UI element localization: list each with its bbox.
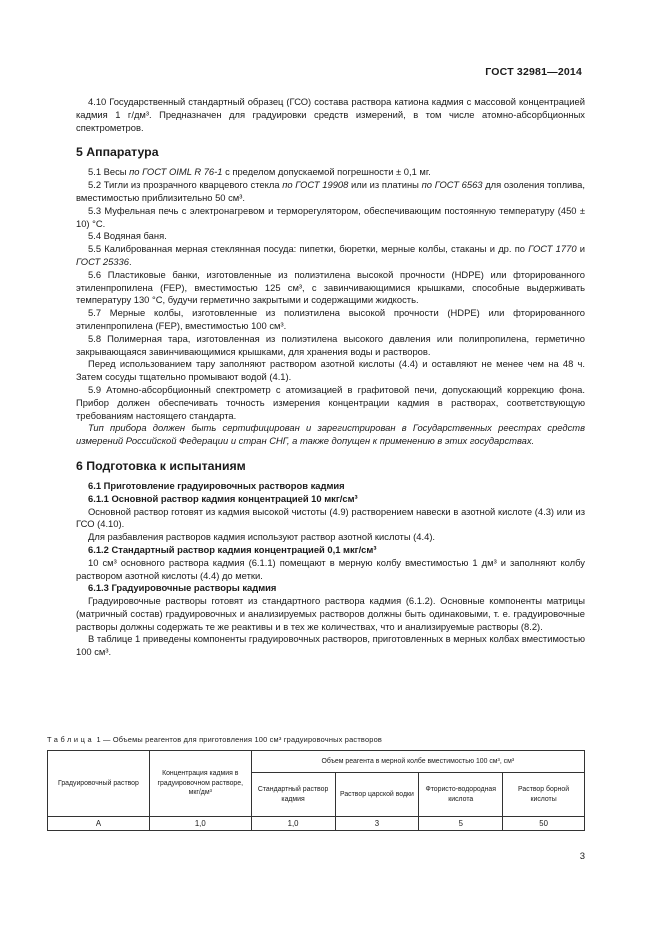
ref-gost-19908: по ГОСТ 19908 [282, 179, 349, 191]
section-6-heading: 6 Подготовка к испытаниям [76, 458, 246, 473]
item-5-9-note: Тип прибора должен быть сертифицирован и зарегистрирован в Государственных реестрах средств измерений Российской Федерации и стран СНГ, а также допущен к применению в этих государствах. [76, 422, 585, 447]
ref-gost-1770: ГОСТ 1770 [528, 243, 577, 255]
paragraph-6-1-2: 10 см³ основного раствора кадмия (6.1.1) помещают в мерную колбу вместимостью 1 дм³ и заполняют колбу раствором азотной кислоты (4.4) до метки. [76, 556, 585, 581]
subsection-6-1-heading: 6.1 Приготовление градуировочных растворов кадмия [88, 479, 345, 491]
ref-gost-6563: по ГОСТ 6563 [421, 179, 483, 191]
paragraph-6-1-1-b: Для разбавления растворов кадмия используют раствор азотной кислоты (4.4). [88, 531, 436, 543]
table-caption [47, 735, 382, 744]
page-body [76, 96, 585, 659]
header-reagent-volume-group: Объем реагента в мерной колбе вместимостью 100 см³, см³ [251, 751, 584, 773]
item-5-5-text: 5.5 Калиброванная мерная стеклянная посуда: пипетки, бюретки, мерные колбы, стаканы и др. по [88, 243, 529, 255]
cell-concentration: 1,0 [149, 817, 251, 831]
item-5-2-tail: для озоления топлива, вместимостью приблизительно 50 см³. [76, 179, 585, 203]
paragraph-4-10: 4.10 Государственный стандартный образец (ГСО) состава раствора катиона кадмия с массовой концентрацией кадмия 1 г/дм³. Предназначен для градуировки средств измерений, в том числе атомно-абсорбционных спектрометров. [76, 96, 585, 133]
cell-hf-volume: 5 [419, 817, 503, 831]
header-hydrofluoric-acid: Фтористо-водородная кислота [419, 773, 503, 817]
table-row [48, 817, 585, 831]
item-5-3: 5.3 Муфельная печь с электронагревом и терморегулятором, обеспечивающим постоянную температуру (450 ± 10) °С. [76, 204, 585, 229]
cell-boric-volume: 50 [503, 817, 585, 831]
item-5-8: 5.8 Полимерная тара, изготовленная из полиэтилена высокого давления или полипропилена, герметично закрывающаяся завинчивающимися крышками, для хранения воды и растворов. [76, 332, 585, 357]
cell-standard-volume: 1,0 [251, 817, 335, 831]
item-5-1-tail: с пределом допускаемой погрешности ± 0,1 мг. [222, 166, 431, 178]
ref-gost-oiml: по ГОСТ OIML R 76-1 [129, 166, 223, 178]
item-5-5-and: и [576, 243, 585, 255]
item-5-5-end: . [128, 255, 132, 267]
header-boric-acid: Раствор борной кислоты [503, 773, 585, 817]
header-standard-solution: Стандартный раствор кадмия [251, 773, 335, 817]
item-5-1 [76, 166, 585, 179]
item-5-6: 5.6 Пластиковые банки, изготовленные из полиэтилена высокой прочности (HDPE) или фторированного этиленпропилена (FEP), вместимостью 125 см³, с завинчивающимися крышками, способные выдерживать температуру 130 °С, будучи герметично закрытыми и содержащими жидкость. [76, 268, 585, 306]
header-aqua-regia: Раствор царской водки [335, 773, 419, 817]
table-caption-word: Таблица [47, 735, 95, 744]
header-calibration-solution: Градуировочный раствор [48, 751, 150, 817]
ref-gost-25336: ГОСТ 25336 [76, 255, 129, 267]
cell-aqua-regia-volume: 3 [335, 817, 419, 831]
section-5-heading: 5 Аппаратура [76, 145, 159, 160]
item-5-2-text: 5.2 Тигли из прозрачного кварцевого стекла [88, 179, 283, 191]
item-5-9: 5.9 Атомно-абсорбционный спектрометр с атомизацией в графитовой печи, допускающий коррекцию фона. Прибор должен обеспечивать точность измерения концентрации кадмия в растворах, соответствующую требованиям настоящего стандарта. [76, 383, 585, 421]
table-caption-text: 1 — Объемы реагентов для приготовления 100 см³ градуировочных растворов [94, 735, 382, 744]
page-number: 3 [579, 851, 585, 862]
subsection-6-1-2-heading: 6.1.2 Стандартный раствор кадмия концентрацией 0,1 мкг/см³ [88, 543, 377, 555]
item-5-2 [76, 179, 585, 205]
cell-solution: А [48, 817, 150, 831]
item-5-5 [76, 243, 585, 269]
item-5-2-mid: или из платины [348, 179, 422, 191]
item-5-8-note: Перед использованием тару заполняют раствором азотной кислоты (4.4) и оставляют не менее чем на 48 ч. Затем сосуды тщательно промывают водой (4.1). [76, 358, 585, 383]
subsection-6-1-1-heading: 6.1.1 Основной раствор кадмия концентрацией 10 мкг/см³ [88, 492, 358, 504]
header-cadmium-concentration: Концентрация кадмия в градуировочном растворе, мкг/дм³ [149, 751, 251, 817]
paragraph-6-1-3-b: В таблице 1 приведены компоненты градуировочных растворов, приготовленных в мерных колбах вместимостью 100 см³. [76, 633, 585, 658]
item-5-1-text: 5.1 Весы [88, 166, 130, 178]
reagents-table [47, 750, 585, 831]
item-5-4: 5.4 Водяная баня. [88, 230, 167, 242]
subsection-6-1-3-heading: 6.1.3 Градуировочные растворы кадмия [88, 582, 277, 594]
document-id: ГОСТ 32981—2014 [485, 66, 582, 78]
item-5-7: 5.7 Мерные колбы, изготовленные из полиэтилена высокой прочности (HDPE) или фторированного этиленпропилена (FEP), вместимостью 100 см³. [76, 307, 585, 331]
paragraph-6-1-1-a: Основной раствор готовят из кадмия высокой чистоты (4.9) растворением навески в азотной кислоте (4.3) или из ГСО (4.10). [76, 505, 585, 530]
paragraph-6-1-3-a: Градуировочные растворы готовят из стандартного раствора кадмия (6.1.2). Основные компоненты матрицы (матричный состав) градуировочных и анализируемых растворов должны быть одинаковыми, т. е. градуировочные растворы должны содержать те же реактивы и в тех же количествах, что и анализируемые растворы (8.2). [76, 595, 585, 632]
